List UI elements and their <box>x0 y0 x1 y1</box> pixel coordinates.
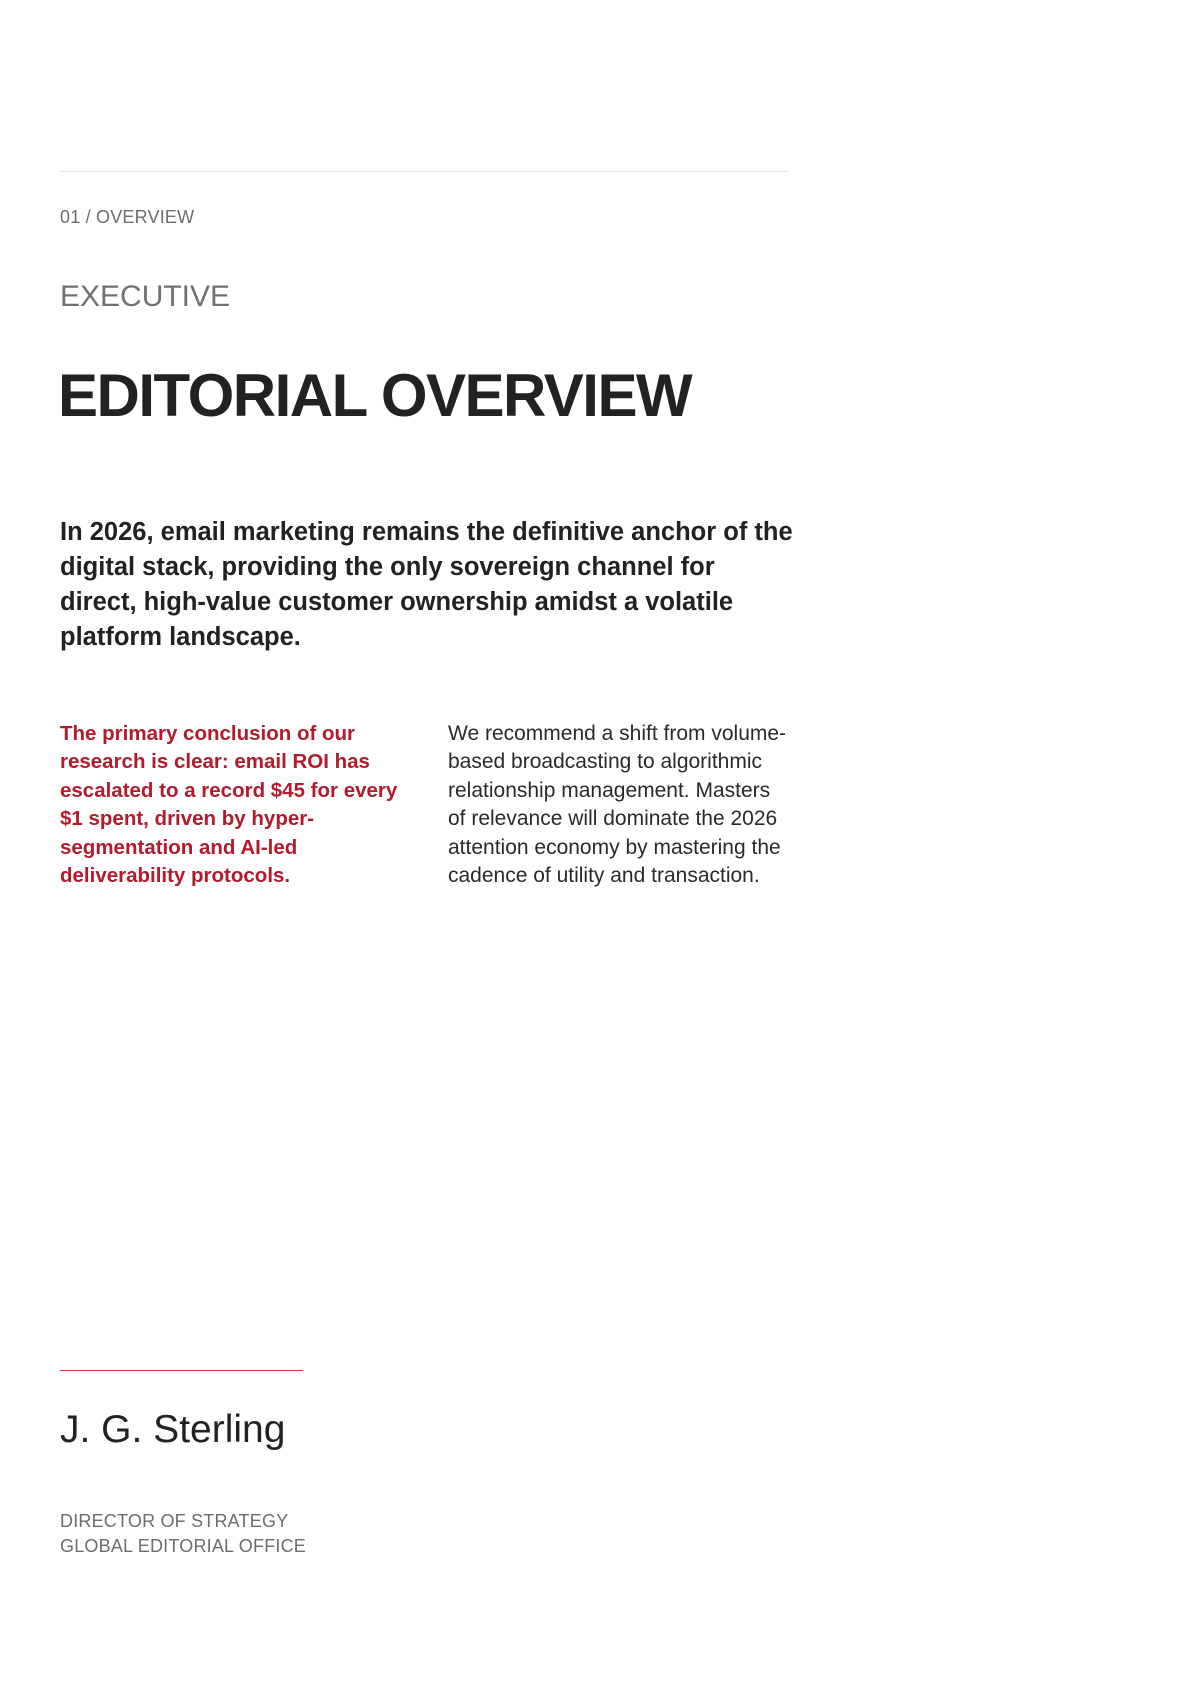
key-finding-paragraph: The primary conclusion of our research is clear: email ROI has escalated to a record $45 for every $1 spent, driven by hyper-segmentation and AI-led deliverability protocols. <box>60 722 398 888</box>
section-label: 01 / OVERVIEW <box>60 207 195 227</box>
signature-title: DIRECTOR OF STRATEGY <box>60 1511 289 1531</box>
signature-role <box>60 1509 306 1559</box>
recommendation-paragraph: We recommend a shift from volume-based broadcasting to algorithmic relationship management. Masters of relevance will dominate the 2026 attention economy by mastering the cadence of utility and transaction. <box>448 722 787 888</box>
signature-office: GLOBAL EDITORIAL OFFICE <box>60 1536 306 1556</box>
page-title: EDITORIAL OVERVIEW <box>58 362 692 429</box>
signature-name: J. G. Sterling <box>60 1408 286 1451</box>
top-divider <box>60 171 788 172</box>
kicker-label: EXECUTIVE <box>60 280 231 313</box>
signature-divider <box>60 1370 303 1371</box>
lede-paragraph: In 2026, email marketing remains the definitive anchor of the digital stack, providing the only sovereign channel for direct, high-value customer ownership amidst a volatile platform landscape. <box>60 518 793 651</box>
